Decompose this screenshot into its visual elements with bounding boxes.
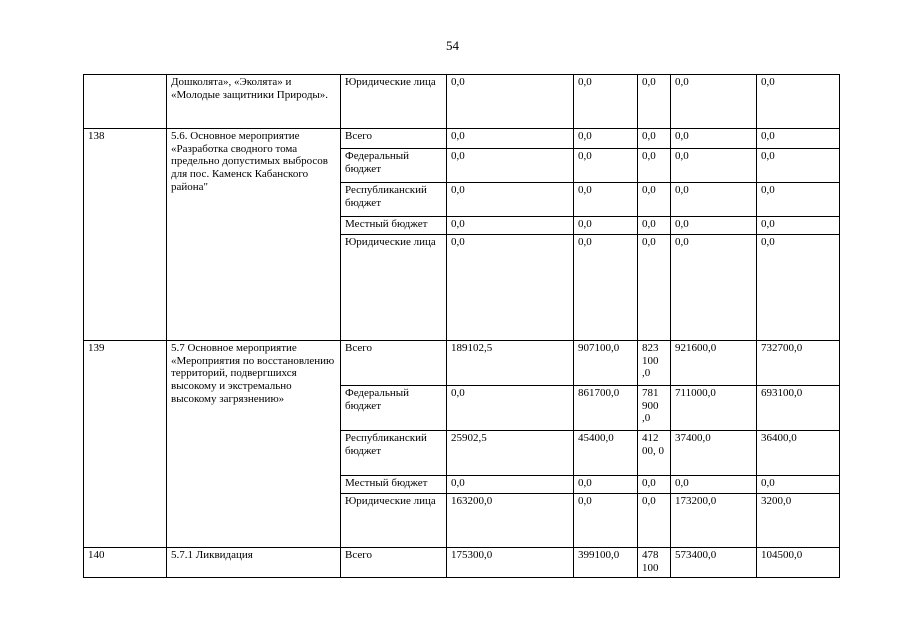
funding-source-cell: Юридические лица bbox=[341, 494, 447, 548]
value-cell: 907100,0 bbox=[574, 341, 638, 386]
row-number-cell bbox=[84, 75, 167, 129]
value-cell: 0,0 bbox=[447, 476, 574, 494]
value-cell: 0,0 bbox=[671, 149, 757, 183]
funding-source-cell: Республиканский бюджет bbox=[341, 431, 447, 476]
funding-source-cell: Федеральный бюджет bbox=[341, 149, 447, 183]
table-row bbox=[84, 341, 840, 386]
value-cell: 478 100 bbox=[638, 548, 671, 578]
value-cell: 0,0 bbox=[574, 183, 638, 217]
value-cell: 0,0 bbox=[671, 476, 757, 494]
table-row bbox=[84, 75, 840, 129]
value-cell: 0,0 bbox=[638, 217, 671, 235]
value-cell: 104500,0 bbox=[757, 548, 840, 578]
value-cell: 693100,0 bbox=[757, 386, 840, 431]
funding-source-cell: Местный бюджет bbox=[341, 476, 447, 494]
budget-table bbox=[83, 74, 840, 578]
value-cell: 163200,0 bbox=[447, 494, 574, 548]
value-cell: 0,0 bbox=[447, 75, 574, 129]
value-cell: 0,0 bbox=[638, 75, 671, 129]
value-cell: 25902,5 bbox=[447, 431, 574, 476]
value-cell: 0,0 bbox=[638, 494, 671, 548]
value-cell: 0,0 bbox=[638, 476, 671, 494]
value-cell: 175300,0 bbox=[447, 548, 574, 578]
table-row bbox=[84, 548, 840, 578]
value-cell: 0,0 bbox=[447, 217, 574, 235]
event-title-cell: 5.6. Основное мероприятие «Разработка сводного тома предельно допустимых выбросов для пос. Каменск Кабанского района" bbox=[167, 129, 341, 341]
value-cell: 0,0 bbox=[574, 476, 638, 494]
value-cell: 173200,0 bbox=[671, 494, 757, 548]
event-title-cell: 5.7.1 Ликвидация bbox=[167, 548, 341, 578]
row-number-cell: 139 bbox=[84, 341, 167, 548]
value-cell: 823 100 ,0 bbox=[638, 341, 671, 386]
value-cell: 0,0 bbox=[574, 235, 638, 341]
value-cell: 0,0 bbox=[447, 183, 574, 217]
row-number-cell: 140 bbox=[84, 548, 167, 578]
row-number-cell: 138 bbox=[84, 129, 167, 341]
value-cell: 573400,0 bbox=[671, 548, 757, 578]
value-cell: 189102,5 bbox=[447, 341, 574, 386]
value-cell: 0,0 bbox=[757, 149, 840, 183]
funding-source-cell: Всего bbox=[341, 341, 447, 386]
value-cell: 0,0 bbox=[671, 217, 757, 235]
value-cell: 0,0 bbox=[757, 217, 840, 235]
value-cell: 0,0 bbox=[447, 386, 574, 431]
value-cell: 0,0 bbox=[638, 183, 671, 217]
value-cell: 781 900 ,0 bbox=[638, 386, 671, 431]
value-cell: 0,0 bbox=[671, 129, 757, 149]
value-cell: 0,0 bbox=[574, 494, 638, 548]
value-cell: 921600,0 bbox=[671, 341, 757, 386]
value-cell: 0,0 bbox=[671, 75, 757, 129]
funding-source-cell: Юридические лица bbox=[341, 235, 447, 341]
event-title-cell: 5.7 Основное мероприятие «Мероприятия по восстановлению территорий, подвергшихся высокому и экстремально высокому загрязнению» bbox=[167, 341, 341, 548]
value-cell: 37400,0 bbox=[671, 431, 757, 476]
value-cell: 0,0 bbox=[447, 129, 574, 149]
value-cell: 0,0 bbox=[574, 75, 638, 129]
value-cell: 0,0 bbox=[757, 476, 840, 494]
funding-source-cell: Всего bbox=[341, 548, 447, 578]
funding-source-cell: Федеральный бюджет bbox=[341, 386, 447, 431]
value-cell: 0,0 bbox=[574, 129, 638, 149]
value-cell: 36400,0 bbox=[757, 431, 840, 476]
page-number: 54 bbox=[446, 38, 459, 53]
value-cell: 399100,0 bbox=[574, 548, 638, 578]
value-cell: 0,0 bbox=[638, 129, 671, 149]
value-cell: 0,0 bbox=[757, 183, 840, 217]
value-cell: 0,0 bbox=[447, 235, 574, 341]
funding-source-cell: Местный бюджет bbox=[341, 217, 447, 235]
value-cell: 0,0 bbox=[757, 75, 840, 129]
value-cell: 0,0 bbox=[638, 149, 671, 183]
value-cell: 0,0 bbox=[574, 217, 638, 235]
value-cell: 0,0 bbox=[671, 183, 757, 217]
funding-source-cell: Юридические лица bbox=[341, 75, 447, 129]
value-cell: 711000,0 bbox=[671, 386, 757, 431]
value-cell: 412 00, 0 bbox=[638, 431, 671, 476]
value-cell: 0,0 bbox=[574, 149, 638, 183]
value-cell: 0,0 bbox=[671, 235, 757, 341]
value-cell: 0,0 bbox=[447, 149, 574, 183]
value-cell: 0,0 bbox=[757, 235, 840, 341]
event-title-cell: Дошколята», «Эколята» и «Молодые защитники Природы». bbox=[167, 75, 341, 129]
value-cell: 3200,0 bbox=[757, 494, 840, 548]
funding-source-cell: Республиканский бюджет bbox=[341, 183, 447, 217]
value-cell: 861700,0 bbox=[574, 386, 638, 431]
value-cell: 45400,0 bbox=[574, 431, 638, 476]
funding-source-cell: Всего bbox=[341, 129, 447, 149]
value-cell: 0,0 bbox=[638, 235, 671, 341]
value-cell: 732700,0 bbox=[757, 341, 840, 386]
value-cell: 0,0 bbox=[757, 129, 840, 149]
table-row bbox=[84, 129, 840, 149]
